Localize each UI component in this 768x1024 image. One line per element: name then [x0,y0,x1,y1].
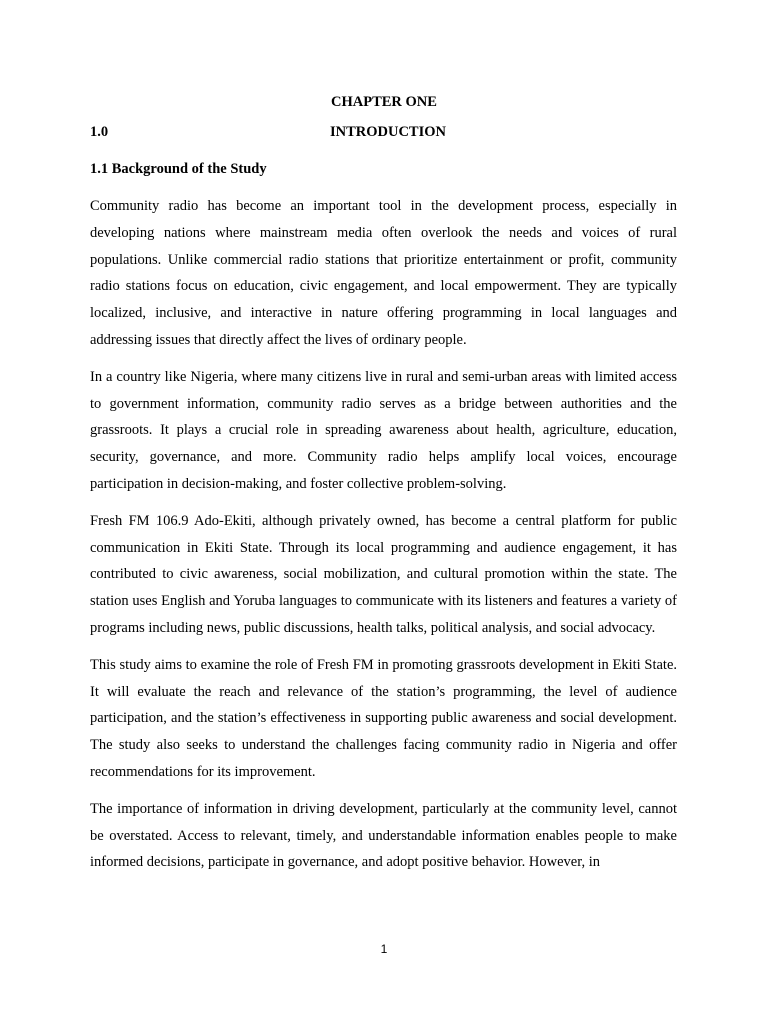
chapter-title: CHAPTER ONE [331,94,437,110]
section-title: INTRODUCTION [329,124,446,140]
paragraph: Community radio has become an important tool in the development process, especially in developing nations where mainstream media often overlook the needs and voices of rural populations. Unlike commercial radio stations that prioritize entertainment or profit, community radio stations focus on education, civic engagement, and local empowerment. They are typically localized, inclusive, and interactive in nature offering programming in local languages and addressing issues that directly affect the lives of ordinary people. [90,198,677,348]
paragraph: In a country like Nigeria, where many citizens live in rural and semi-urban areas with limited access to government information, community radio serves as a bridge between authorities and the grassroots. It plays a crucial role in spreading awareness about health, agriculture, education, security, governance, and more. Community radio helps amplify local voices, encourage participation in decision-making, and foster collective problem-solving. [90,368,677,492]
body-text [90,193,677,886]
paragraph: This study aims to examine the role of Fresh FM in promoting grassroots development in Ekiti State. It will evaluate the reach and relevance of the station’s programming, the level of audience participation, and the station’s effectiveness in supporting public awareness and social development. The study also seeks to understand the challenges facing community radio in Nigeria and offer recommendations for its improvement. [90,656,677,780]
section-number: 1.0 [90,124,109,140]
page-number: 1 [380,942,388,956]
subsection-title: 1.1 Background of the Study [90,161,267,177]
paragraph: The importance of information in driving development, particularly at the community level, cannot be overstated. Access to relevant, timely, and understandable information enables people to make informed decisions, participate in governance, and adopt positive behavior. However, in [90,800,677,871]
paragraph: Fresh FM 106.9 Ado-Ekiti, although privately owned, has become a central platform for public communication in Ekiti State. Through its local programming and audience engagement, it has contributed to civic awareness, social mobilization, and cultural promotion within the state. The station uses English and Yoruba languages to communicate with its listeners and features a variety of programs including news, public discussions, health talks, political analysis, and social advocacy. [90,512,677,636]
